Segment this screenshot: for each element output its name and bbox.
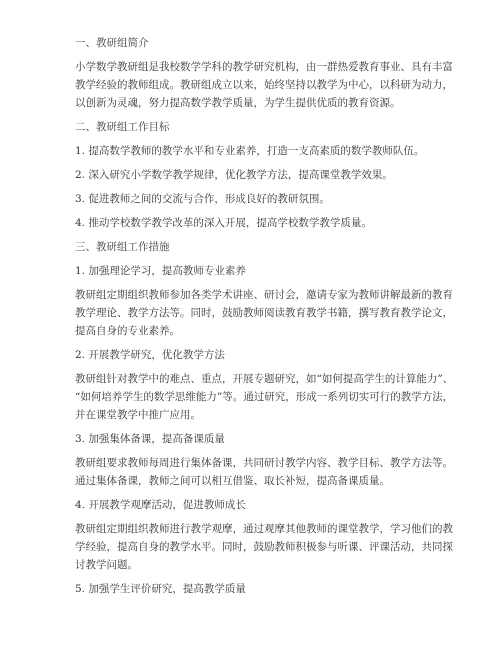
measure-3-line-1: 教研组要求教师每周进行集体备课，共同研讨教学内容、教学目标、教学方法等。 [75,457,453,469]
measure-title-4: 4. 开展教学观摩活动，促进教师成长 [75,499,246,511]
goal-item-2: 2. 深入研究小学数学教学规律，优化教学方法，提高课堂教学效果。 [75,169,393,181]
goal-item-3: 3. 促进教师之间的交流与合作，形成良好的教研氛围。 [75,193,330,205]
measure-1-line-3: 提高自身的专业素养。 [75,325,180,337]
measure-1-line-1: 教研组定期组织教师参加各类学术讲座、研讨会，邀请专家为教师讲解最新的教育 [75,289,453,301]
goal-item-1: 1. 提高数学教师的教学水平和专业素养，打造一支高素质的数学教师队伍。 [75,145,425,157]
intro-paragraph-line-1: 小学数学教研组是我校数学学科的教学研究机构，由一群热爱教育事业、具有丰富 [75,61,453,73]
measure-2-line-2: “如何培养学生的数学思维能力”等。通过研究，形成一系列切实可行的教学方法， [75,391,454,403]
section-heading-intro: 一、教研组简介 [75,37,149,49]
measure-4-line-2: 学经验，提高自身的教学水平。同时，鼓励教师积极参与听课、评课活动，共同探 [75,541,453,553]
measure-title-5: 5. 加强学生评价研究，提高教学质量 [75,583,246,595]
measure-3-line-2: 通过集体备课，教师之间可以相互借鉴、取长补短，提高备课质量。 [75,475,390,487]
measure-2-line-1: 教研组针对教学中的难点、重点，开展专题研究，如“如何提高学生的计算能力”、 [75,373,454,385]
measure-4-line-1: 教研组定期组织教师进行教学观摩，通过观摩其他教师的课堂教学，学习他们的教 [75,523,453,535]
goal-item-4: 4. 推动学校数学教学改革的深入开展，提高学校数学教学质量。 [75,217,372,229]
measure-2-line-3: 并在课堂教学中推广应用。 [75,409,201,421]
section-heading-goals: 二、教研组工作目标 [75,121,170,133]
measure-title-1: 1. 加强理论学习，提高教师专业素养 [75,265,246,277]
measure-1-line-2: 教学理论、教学方法等。同时，鼓励教师阅读教育教学书籍，撰写教育教学论文， [75,307,453,319]
measure-title-2: 2. 开展教学研究，优化教学方法 [75,349,225,361]
section-heading-measures: 三、教研组工作措施 [75,241,170,253]
measure-title-3: 3. 加强集体备课，提高备课质量 [75,433,225,445]
intro-paragraph-line-2: 教学经验的教师组成。教研组成立以来，始终坚持以教学为中心，以科研为动力， [75,79,453,91]
intro-paragraph-line-3: 以创新为灵魂，努力提高数学教学质量，为学生提供优质的教育资源。 [75,97,401,109]
measure-4-line-3: 讨教学问题。 [75,559,138,571]
